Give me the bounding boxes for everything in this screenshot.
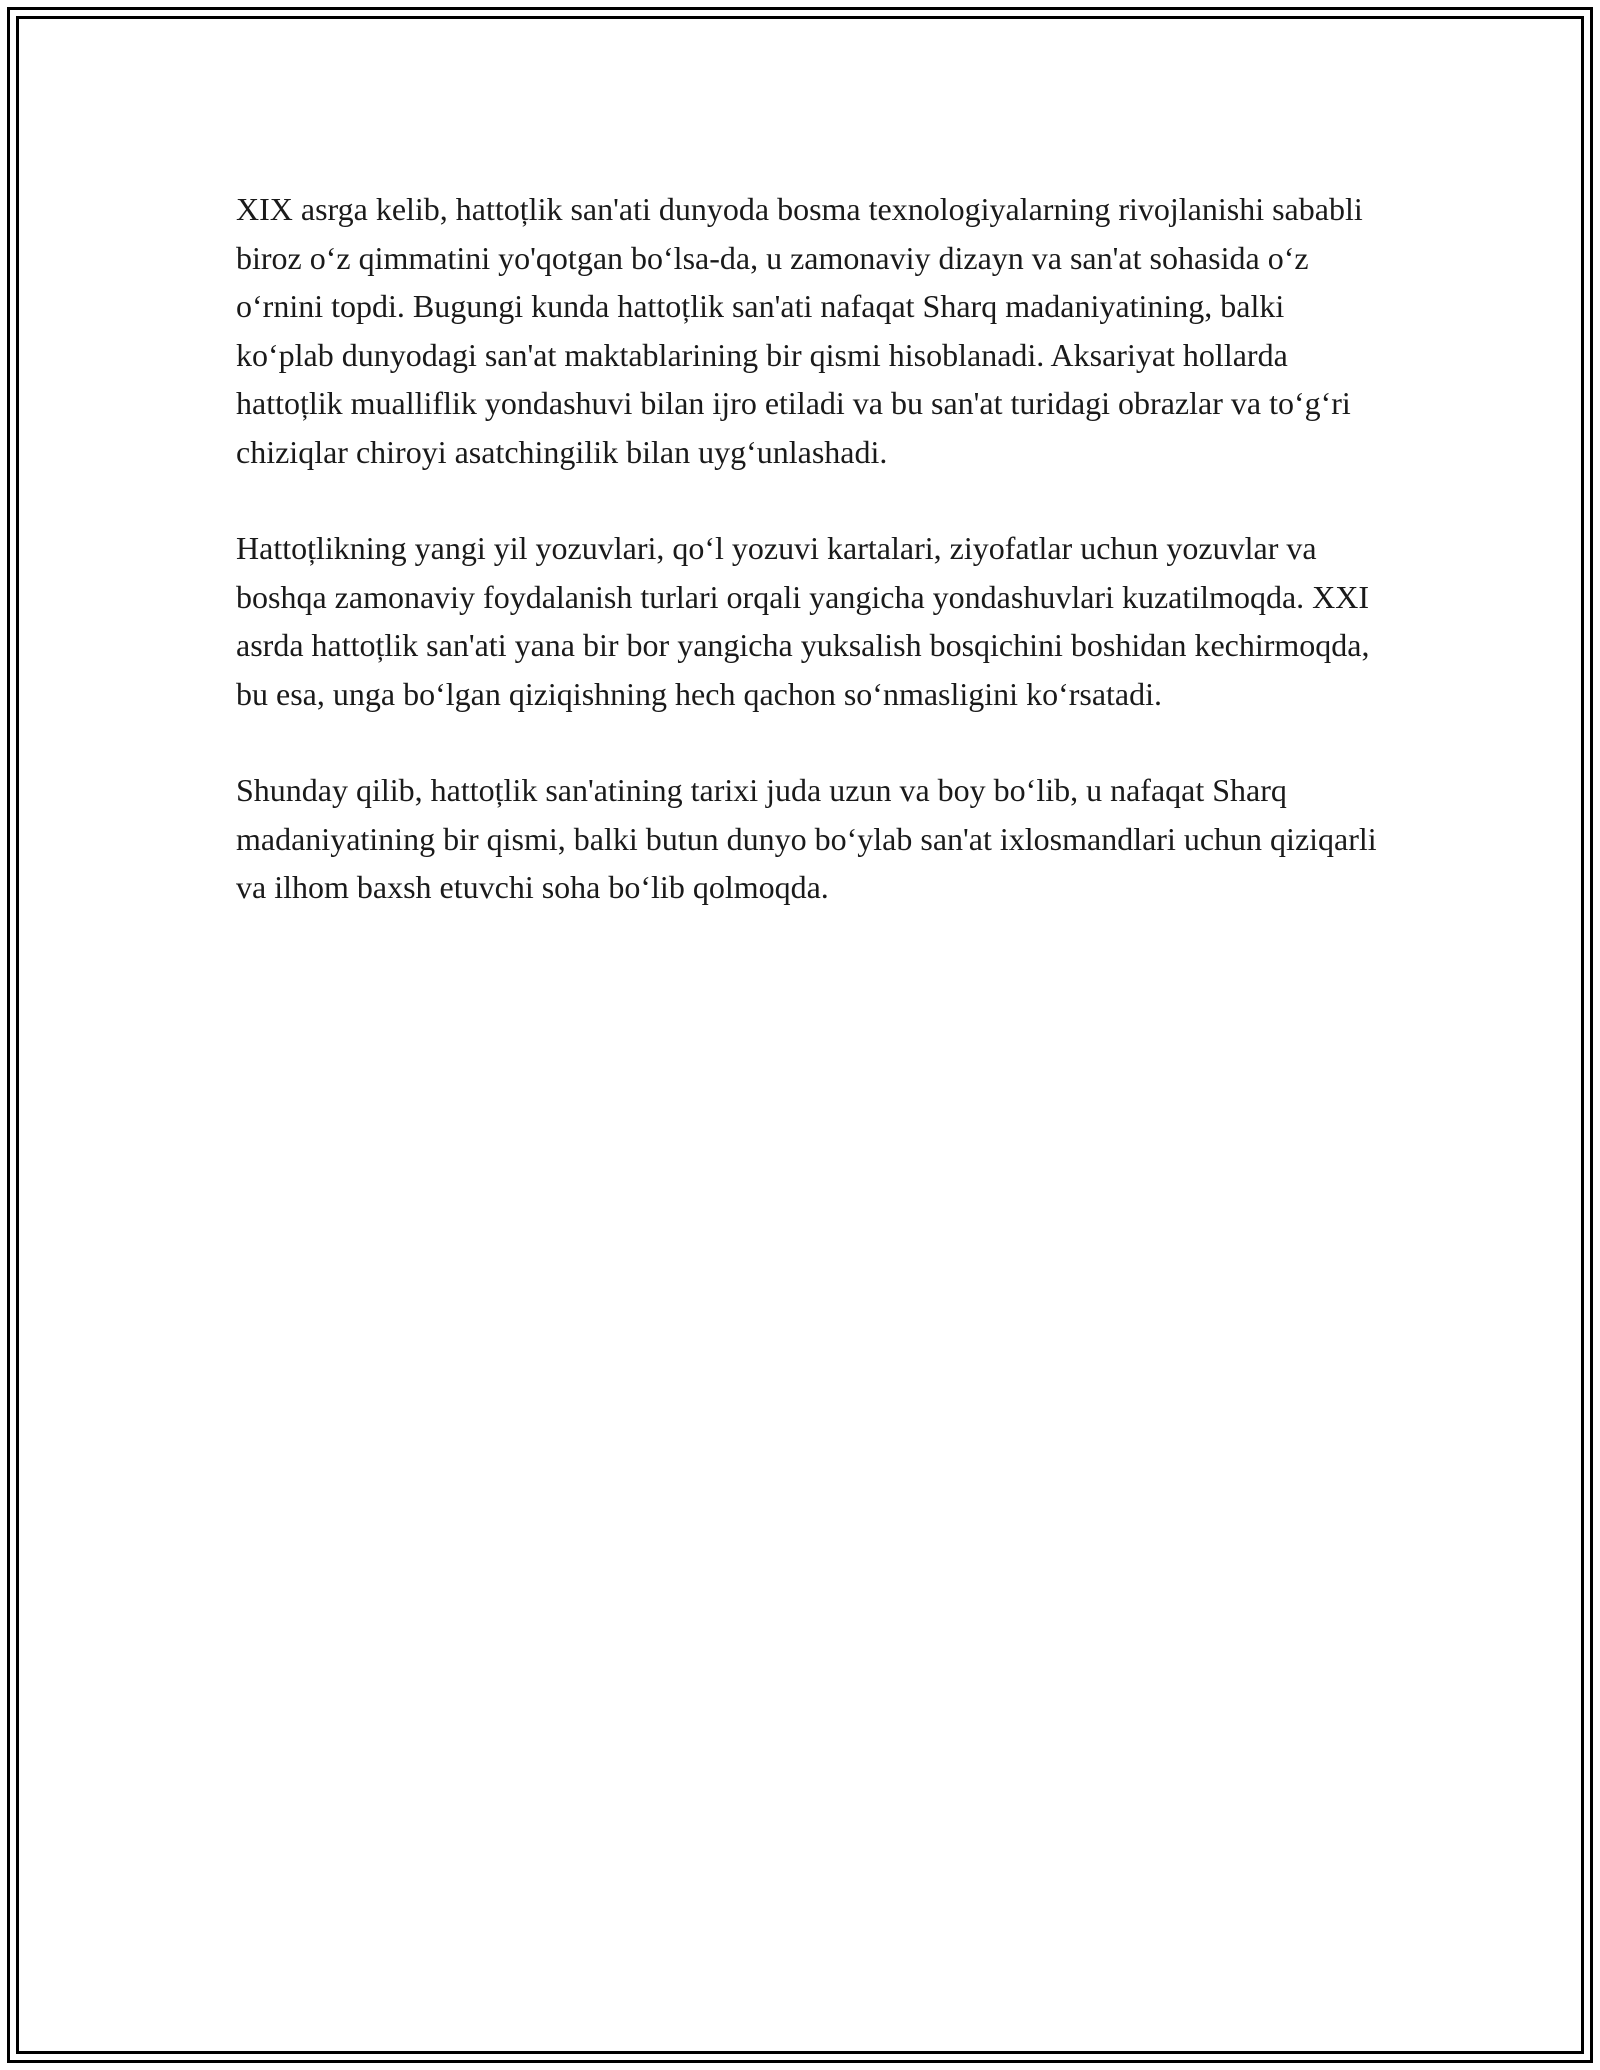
paragraph-1: XIX asrga kelib, hattoțlik san'ati dunyoda bosma texnologiyalarning rivojlanishi sababli biroz o‘z qimmatini yo'qotgan bo‘lsa-da, u zamonaviy dizayn va san'at sohasida o‘z o‘rnini topdi. Bugungi kunda hattoțlik san'ati nafaqat Sharq madaniyatining, balki ko‘plab dunyodagi san'at maktablarining bir qismi hisoblanadi. Aksariyat hollarda hattoțlik mualliflik yondashuvi bilan ijro etiladi va bu san'at turidagi obrazlar va to‘g‘ri chiziqlar chiroyi asatchingilik bilan uyg‘unlashadi. <box>236 191 1363 470</box>
document-body <box>236 185 1386 960</box>
paragraph-2: Hattoțlikning yangi yil yozuvlari, qo‘l yozuvi kartalari, ziyofatlar uchun yozuvlar va boshqa zamonaviy foydalanish turlari orqali yangicha yondashuvlari kuzatilmoqda. XXI asrda hattoțlik san'ati yana bir bor yangicha yuksalish bosqichini boshidan kechirmoqda, bu esa, unga bo‘lgan qiziqishning hech qachon so‘nmasligini ko‘rsatadi. <box>236 530 1370 712</box>
paragraph-3: Shunday qilib, hattoțlik san'atining tarixi juda uzun va boy bo‘lib, u nafaqat Sharq madaniyatining bir qismi, balki butun dunyo bo‘ylab san'at ixlosmandlari uchun qiziqarli va ilhom baxsh etuvchi soha bo‘lib qolmoqda. <box>236 772 1377 905</box>
